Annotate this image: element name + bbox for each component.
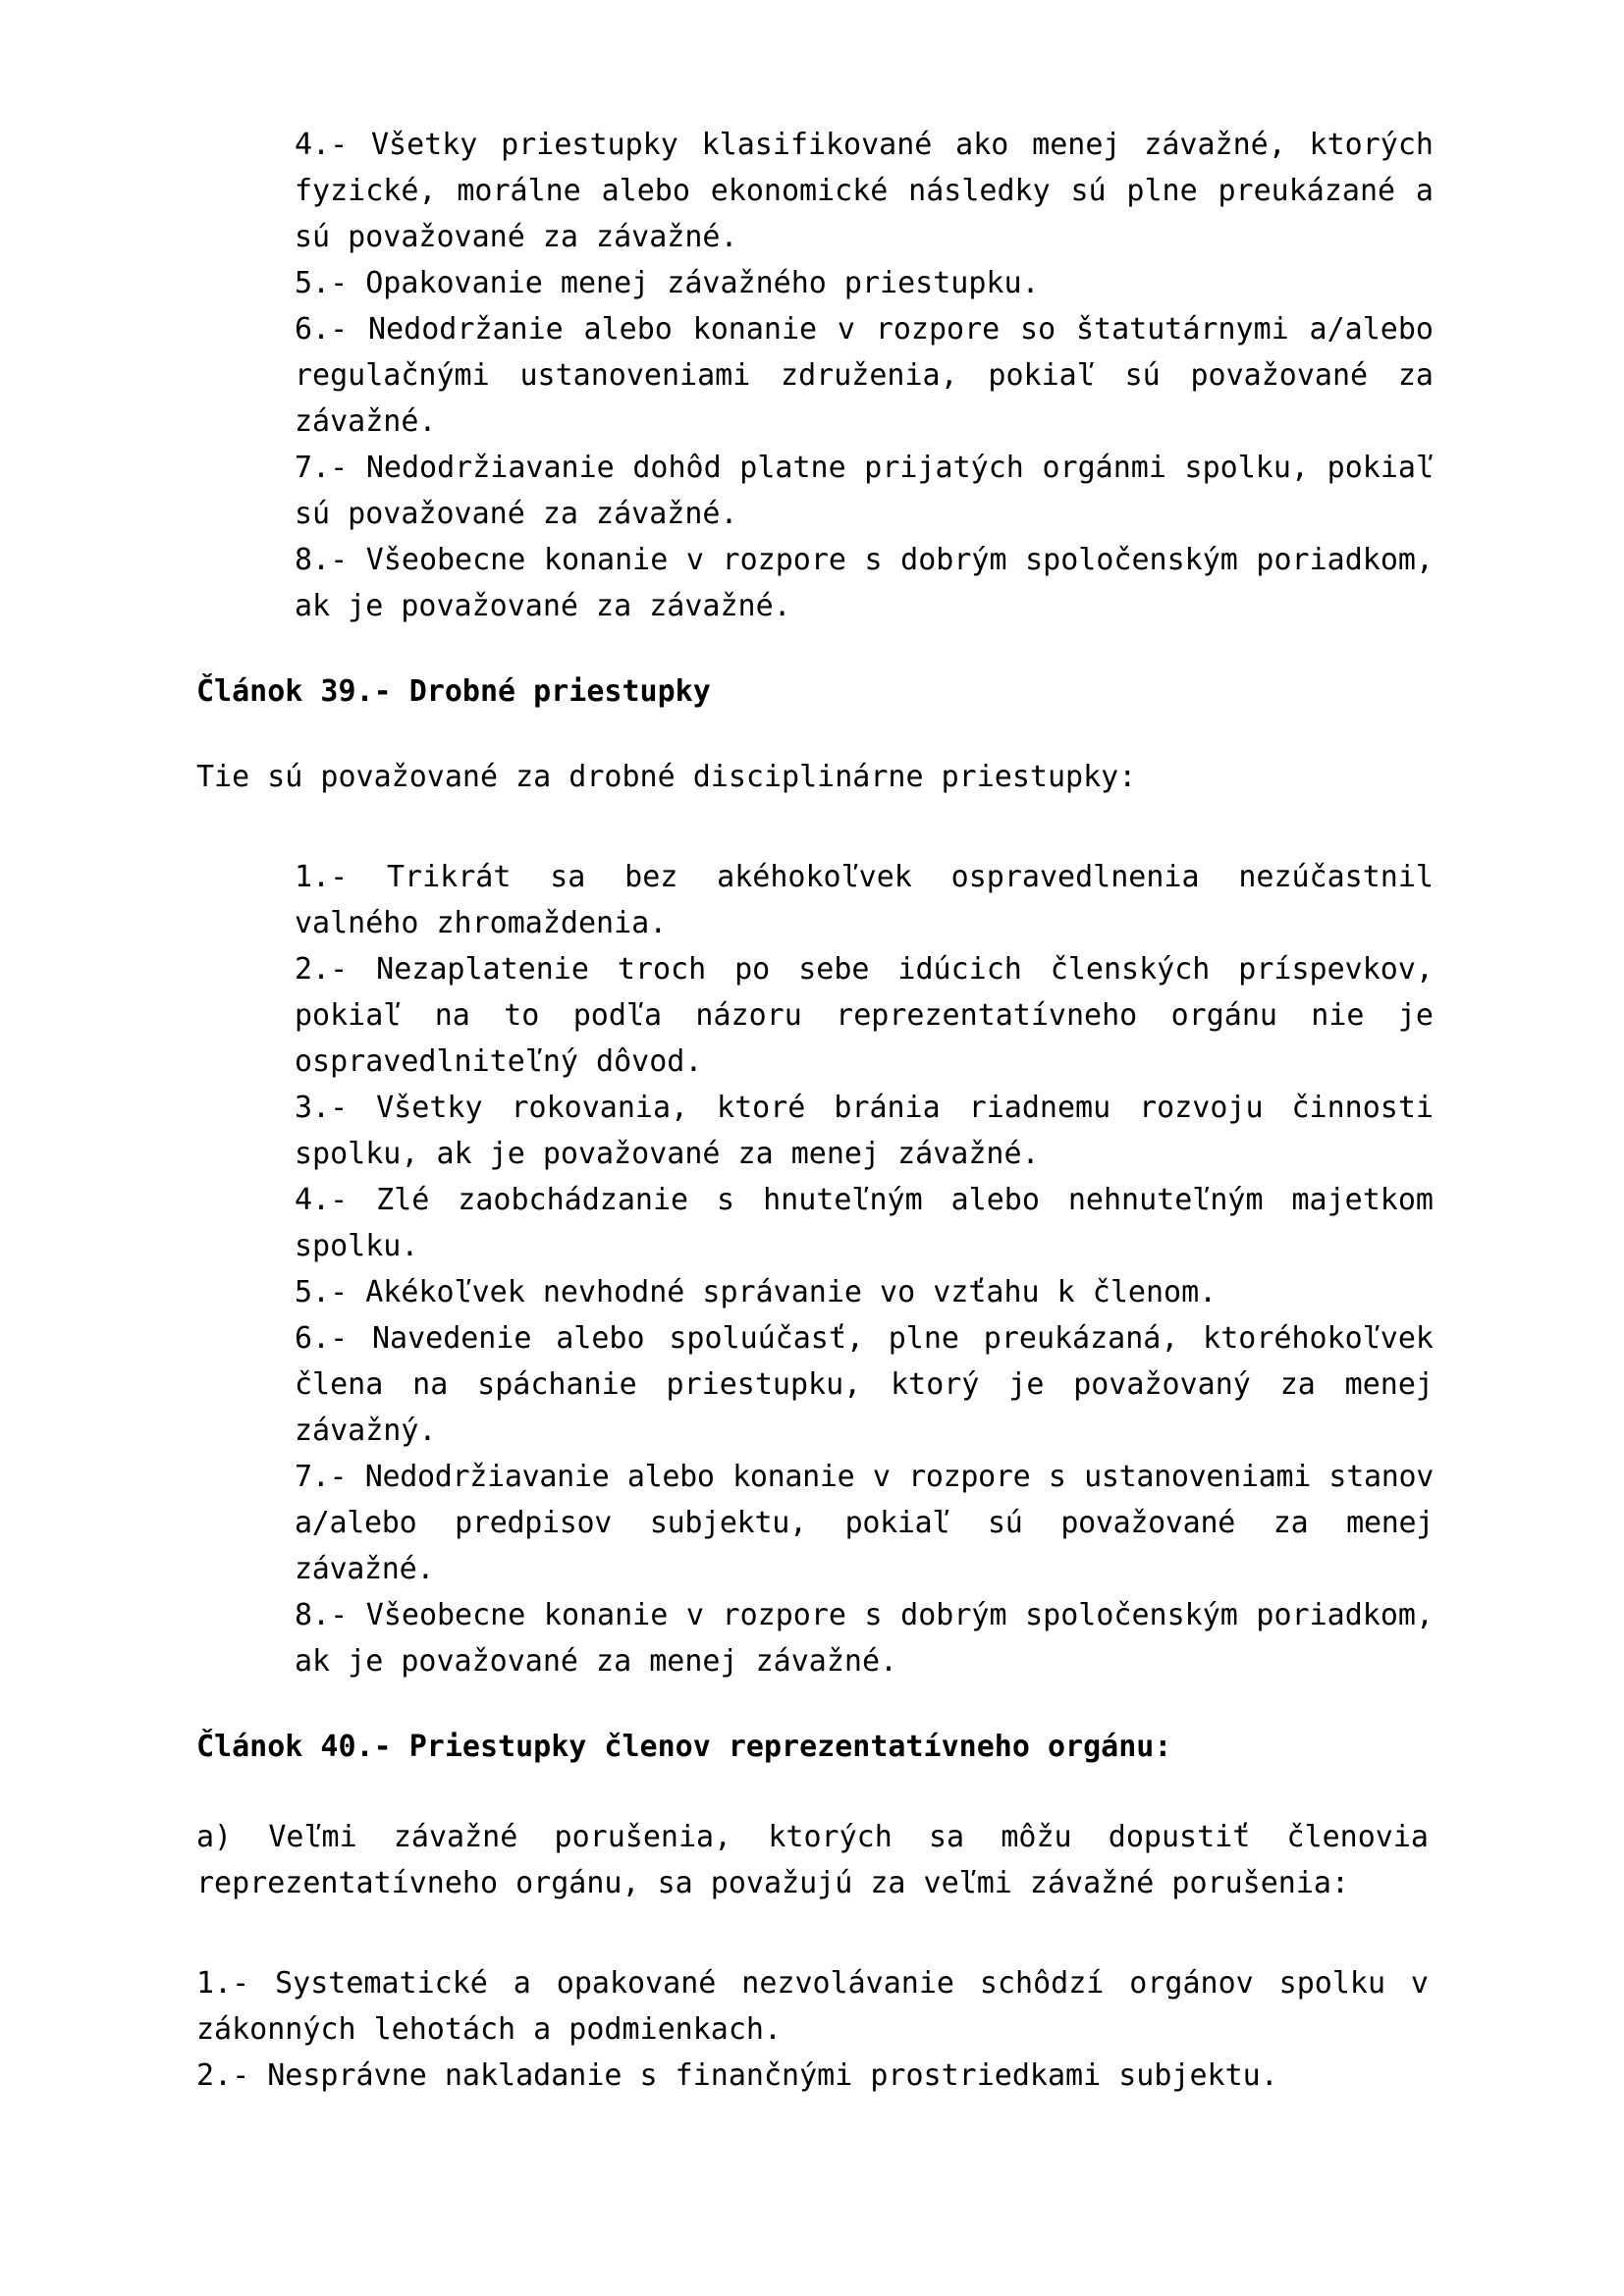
- article-39-item-5: 5.- Akékoľvek nevhodné správanie vo vzťahu k členom.: [295, 1275, 1218, 1309]
- heading-article-39: Článok 39.- Drobné priestupky: [196, 674, 711, 709]
- paragraph-offense-8: 8.- Všeobecne konanie v rozpore s dobrým spoločenským poriadkom, ak je považované za závažné.: [295, 543, 1434, 623]
- article-39-item-8: 8.- Všeobecne konanie v rozpore s dobrým spoločenským poriadkom, ak je považované za menej závažné.: [295, 1598, 1434, 1679]
- paragraph-offense-5: 5.- Opakovanie menej závažného priestupku.: [295, 266, 1040, 300]
- document-content: [196, 122, 1434, 2099]
- article-40-para-a: a) Veľmi závažné porušenia, ktorých sa môžu dopustiť členovia reprezentatívneho orgánu, sa považujú za veľmi závažné porušenia:: [196, 1820, 1429, 1900]
- article-39-item-7: 7.- Nedodržiavanie alebo konanie v rozpore s ustanoveniami stanov a/alebo predpisov subjektu, pokiaľ sú považované za menej závažné.: [295, 1460, 1434, 1586]
- article-40-item-1: 1.- Systematické a opakované nezvolávanie schôdzí orgánov spolku v zákonných lehotách a podmienkach.: [196, 1966, 1429, 2047]
- article-39-intro: Tie sú považované za drobné disciplinárne priestupky:: [196, 760, 1137, 794]
- article-39-item-4: 4.- Zlé zaobchádzanie s hnuteľným alebo nehnuteľným majetkom spolku.: [295, 1183, 1434, 1263]
- article-39-item-2: 2.- Nezaplatenie troch po sebe idúcich členských príspevkov, pokiaľ na to podľa názoru reprezentatívneho orgánu nie je ospravedlniteľný dôvod.: [295, 952, 1434, 1079]
- article-39-item-1: 1.- Trikrát sa bez akéhokoľvek ospravedlnenia nezúčastnil valného zhromaždenia.: [295, 860, 1434, 940]
- article-40-item-2: 2.- Nesprávne nakladanie s finančnými prostriedkami subjektu.: [196, 2058, 1278, 2093]
- paragraph-offense-7: 7.- Nedodržiavanie dohôd platne prijatých orgánmi spolku, pokiaľ sú považované za závažné.: [295, 451, 1434, 531]
- paragraph-offense-6: 6.- Nedodržanie alebo konanie v rozpore so štatutárnymi a/alebo regulačnými ustanoveniami združenia, pokiaľ sú považované za závažné.: [295, 312, 1434, 439]
- article-39-item-6: 6.- Navedenie alebo spoluúčasť, plne preukázaná, ktoréhokoľvek člena na spáchanie priestupku, ktorý je považovaný za menej závažný.: [295, 1321, 1434, 1448]
- heading-article-40: Článok 40.- Priestupky členov reprezentatívneho orgánu:: [196, 1730, 1172, 1764]
- article-39-item-3: 3.- Všetky rokovania, ktoré bránia riadnemu rozvoju činnosti spolku, ak je považované za menej závažné.: [295, 1091, 1434, 1171]
- paragraph-offense-4: 4.- Všetky priestupky klasifikované ako menej závažné, ktorých fyzické, morálne alebo ekonomické následky sú plne preukázané a sú považované za závažné.: [295, 128, 1434, 254]
